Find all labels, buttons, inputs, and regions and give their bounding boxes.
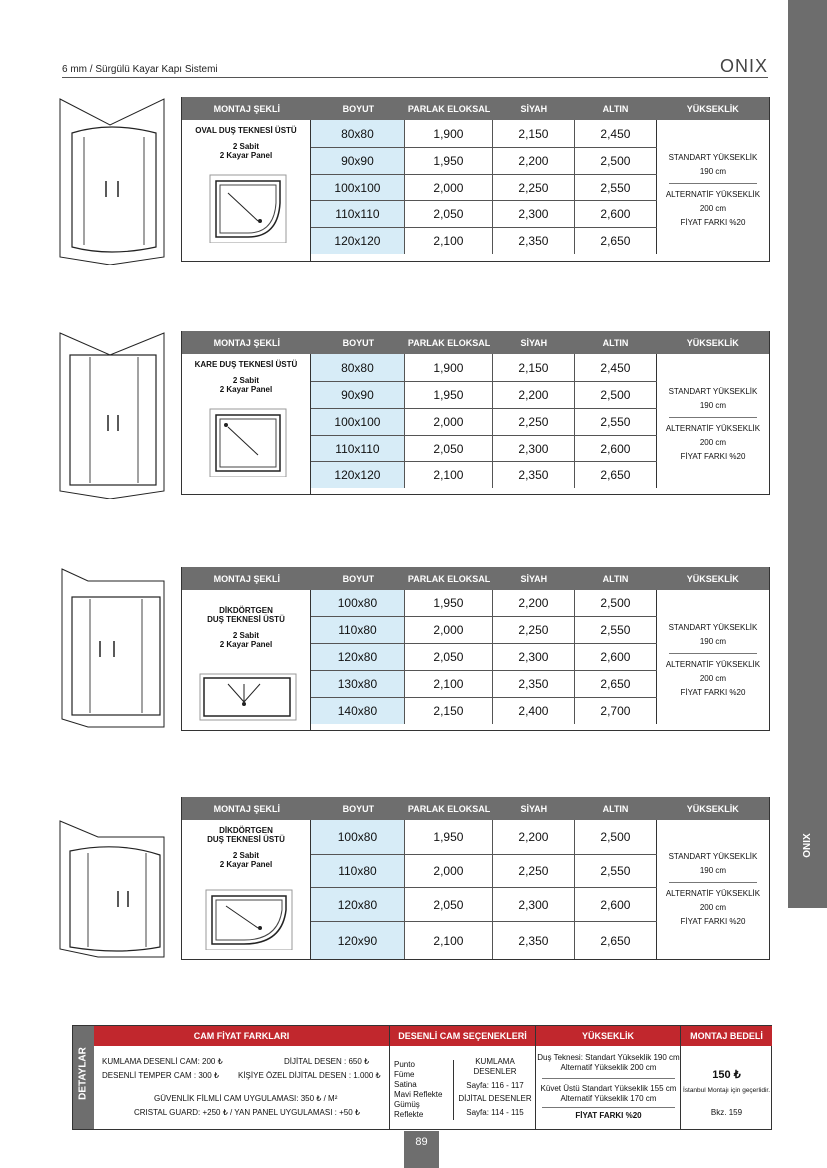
price-table: [181, 97, 770, 262]
price-parlak: 2,050: [405, 201, 493, 227]
standard-height-value: 190 cm: [699, 866, 727, 875]
price-siyah: 2,200: [493, 590, 575, 616]
divider: [669, 183, 757, 184]
pattern-item: Füme: [394, 1070, 415, 1079]
page-number: 89: [404, 1131, 439, 1168]
size-cell: 120x80: [311, 888, 405, 921]
price-siyah: 2,200: [493, 820, 575, 854]
price-altin: 2,600: [575, 436, 657, 461]
price-parlak: 2,150: [405, 698, 493, 724]
col-montaj: MONTAJ ŞEKLİ: [213, 573, 280, 584]
price-parlak: 1,900: [405, 120, 493, 147]
height-cell: [657, 820, 769, 959]
height-line: Küvet Üstü Standart Yükseklik 155 cm: [540, 1084, 677, 1093]
size-cell: 100x100: [311, 175, 405, 200]
side-tab: [788, 0, 827, 908]
col-montaj: MONTAJ ŞEKLİ: [213, 103, 280, 114]
oval-cabin-drawing: [58, 97, 166, 265]
size-cell: 80x80: [311, 120, 405, 147]
rectangle-cabin-drawing: [58, 567, 166, 735]
pattern-item: Gümüş Reflekte: [394, 1100, 424, 1119]
price-altin: 2,650: [575, 671, 657, 697]
price-altin: 2,450: [575, 354, 657, 381]
height-title: YÜKSEKLİK: [536, 1026, 680, 1046]
col-altin: ALTIN: [602, 337, 629, 348]
pattern-item: Satina: [394, 1080, 417, 1089]
price-diff: FİYAT FARKI %20: [680, 451, 746, 461]
price-altin: 2,550: [575, 617, 657, 643]
price-parlak: 1,950: [405, 820, 493, 854]
pattern-title: DESENLİ CAM SEÇENEKLERİ: [390, 1026, 535, 1046]
col-altin: ALTIN: [602, 573, 629, 584]
price-parlak: 2,000: [405, 175, 493, 200]
panel-info: 2 Sabit 2 Kayar Panel: [219, 631, 273, 649]
kumlama-price: KUMLAMA DESENLİ CAM: 200 ₺: [102, 1057, 223, 1066]
standard-height-label: STANDART YÜKSEKLİK: [668, 622, 758, 632]
panel-info: 2 Sabit 2 Kayar Panel: [219, 142, 273, 160]
price-altin: 2,500: [575, 820, 657, 854]
square-tray-plan: [208, 407, 288, 477]
col-montaj: MONTAJ ŞEKLİ: [213, 337, 280, 348]
digital-patterns-pages: Sayfa: 114 - 115: [466, 1108, 524, 1117]
alternative-height-value: 200 cm: [699, 437, 727, 447]
size-cell: 120x120: [311, 462, 405, 488]
alternative-height-value: 200 cm: [699, 903, 727, 912]
price-siyah: 2,300: [493, 644, 575, 670]
col-yukseklik: YÜKSEKLİK: [686, 573, 739, 584]
price-parlak: 1,950: [405, 590, 493, 616]
safety-film-price: GÜVENLİK FİLMLİ CAM UYGULAMASI: 350 ₺ / M²: [154, 1094, 338, 1103]
alternative-height-label: ALTERNATİF YÜKSEKLİK: [665, 889, 761, 898]
standard-height-value: 190 cm: [699, 636, 727, 646]
height-line: Duş Teknesi: Standart Yükseklik 190 cm: [537, 1053, 680, 1062]
tray-type: OVAL DUŞ TEKNESİ ÜSTÜ: [195, 126, 297, 135]
details-label-bar: [73, 1026, 94, 1129]
price-altin: 2,500: [575, 382, 657, 408]
price-siyah: 2,250: [493, 855, 575, 887]
price-siyah: 2,250: [493, 409, 575, 435]
price-siyah: 2,200: [493, 148, 575, 174]
standard-height-value: 190 cm: [699, 400, 727, 410]
size-cell: 110x110: [311, 436, 405, 461]
col-boyut: BOYUT: [342, 337, 375, 348]
pattern-list: [394, 1060, 454, 1120]
price-table: [181, 797, 770, 960]
col-yukseklik: YÜKSEKLİK: [686, 103, 739, 114]
installation-note: İstanbul Montajı için geçerlidir.: [682, 1087, 771, 1094]
col-siyah: SİYAH: [520, 337, 548, 348]
price-siyah: 2,300: [493, 201, 575, 227]
col-boyut: BOYUT: [342, 103, 375, 114]
kumlama-patterns: [456, 1057, 534, 1091]
price-altin: 2,550: [575, 855, 657, 887]
square-cabin-drawing: [58, 331, 166, 499]
price-parlak: 1,950: [405, 382, 493, 408]
col-parlak: PARLAK ELOKSAL: [407, 803, 491, 814]
header-left-title: 6 mm / Sürgülü Kayar Kapı Sistemi: [62, 64, 218, 75]
price-siyah: 2,350: [493, 462, 575, 488]
details-label: DETAYLAR: [77, 1047, 89, 1100]
size-cell: 110x80: [311, 617, 405, 643]
price-siyah: 2,400: [493, 698, 575, 724]
col-yukseklik: YÜKSEKLİK: [686, 803, 739, 814]
alternative-height-label: ALTERNATİF YÜKSEKLİK: [665, 190, 761, 199]
kumlama-patterns-title: KUMLAMA DESENLER: [473, 1057, 517, 1076]
installation-section: [681, 1026, 772, 1129]
size-cell: 90x90: [311, 382, 405, 408]
price-siyah: 2,150: [493, 120, 575, 147]
pattern-item: Punto: [394, 1060, 415, 1069]
height-line: Alternatif Yükseklik 170 cm: [560, 1094, 657, 1103]
price-altin: 2,550: [575, 175, 657, 200]
price-parlak: 2,100: [405, 671, 493, 697]
glass-price-title: CAM FİYAT FARKLARI: [94, 1026, 389, 1046]
size-cell: 120x90: [311, 922, 405, 959]
table-header: [182, 797, 769, 820]
price-parlak: 2,050: [405, 888, 493, 921]
standard-height-label: STANDART YÜKSEKLİK: [668, 153, 758, 162]
alternative-height-value: 200 cm: [699, 204, 727, 213]
price-altin: 2,500: [575, 148, 657, 174]
col-boyut: BOYUT: [342, 573, 375, 584]
standard-height-label: STANDART YÜKSEKLİK: [668, 852, 758, 861]
digital-patterns-title: DİJİTAL DESENLER: [458, 1094, 532, 1103]
price-parlak: 2,100: [405, 228, 493, 254]
montaj-cell: [182, 820, 311, 959]
oval-tray-plan: [208, 173, 288, 243]
custom-digital-price: KİŞİYE ÖZEL DİJİTAL DESEN : 1.000 ₺: [238, 1071, 381, 1080]
price-parlak: 2,050: [405, 644, 493, 670]
temper-price: DESENLİ TEMPER CAM : 300 ₺: [102, 1071, 219, 1080]
panel-info: 2 Sabit 2 Kayar Panel: [219, 376, 273, 394]
price-parlak: 1,900: [405, 354, 493, 381]
installation-price: 150 ₺: [712, 1069, 741, 1081]
panel-info: 2 Sabit 2 Kayar Panel: [219, 851, 273, 869]
table-header: [182, 331, 769, 354]
price-parlak: 2,050: [405, 436, 493, 461]
rectangle-tray-plan: [198, 672, 298, 722]
tray-type: KARE DUŞ TEKNESİ ÜSTÜ: [194, 360, 298, 369]
col-boyut: BOYUT: [342, 803, 375, 814]
price-diff: FİYAT FARKI %20: [680, 218, 746, 227]
col-altin: ALTIN: [602, 803, 629, 814]
price-altin: 2,550: [575, 409, 657, 435]
quadrant-cabin-drawing: [58, 797, 166, 965]
col-parlak: PARLAK ELOKSAL: [407, 573, 491, 584]
price-siyah: 2,350: [493, 228, 575, 254]
size-cell: 130x80: [311, 671, 405, 697]
divider: [669, 417, 757, 418]
tray-type: DİKDÖRTGEN DUŞ TEKNESİ ÜSTÜ: [207, 606, 285, 624]
height-cell: [657, 354, 769, 494]
alternative-height-value: 200 cm: [699, 673, 727, 683]
height-line: Alternatif Yükseklik 200 cm: [560, 1063, 657, 1072]
size-cell: 110x80: [311, 855, 405, 887]
size-cell: 100x80: [311, 590, 405, 616]
col-parlak: PARLAK ELOKSAL: [407, 103, 491, 114]
table-header: [182, 97, 769, 120]
dijital-price: DİJİTAL DESEN : 650 ₺: [284, 1057, 370, 1066]
price-parlak: 2,100: [405, 922, 493, 959]
quadrant-tray-plan: [204, 888, 294, 950]
height-section: [536, 1026, 681, 1129]
glass-price-section: [94, 1026, 390, 1129]
alternative-height-label: ALTERNATİF YÜKSEKLİK: [665, 423, 761, 433]
price-siyah: 2,250: [493, 175, 575, 200]
price-altin: 2,650: [575, 922, 657, 959]
height-cell: [657, 590, 769, 730]
side-tab-label: ONIX: [802, 833, 813, 858]
cristal-guard-price: CRISTAL GUARD: +250 ₺ / YAN PANEL UYGULAMASI : +50 ₺: [134, 1108, 360, 1117]
divider: [542, 1107, 675, 1108]
divider: [669, 882, 757, 883]
header-right-title: ONIX: [720, 56, 769, 76]
price-diff: FİYAT FARKI %20: [680, 917, 746, 926]
details-panel: [72, 1025, 772, 1130]
price-table: [181, 331, 770, 495]
price-altin: 2,600: [575, 888, 657, 921]
pattern-item: Mavi Reflekte: [394, 1090, 443, 1099]
height-cell: [657, 120, 769, 261]
size-cell: 120x120: [311, 228, 405, 254]
pattern-section: [390, 1026, 536, 1129]
price-diff: FİYAT FARKI %20: [680, 687, 746, 697]
header-rule: [62, 77, 768, 78]
price-siyah: 2,350: [493, 922, 575, 959]
standard-height-value: 190 cm: [699, 167, 727, 176]
kumlama-patterns-pages: Sayfa: 116 - 117: [466, 1081, 524, 1090]
price-altin: 2,600: [575, 644, 657, 670]
installation-ref: Bkz. 159: [710, 1108, 743, 1117]
alternative-height-label: ALTERNATİF YÜKSEKLİK: [665, 659, 761, 669]
price-siyah: 2,350: [493, 671, 575, 697]
price-altin: 2,700: [575, 698, 657, 724]
price-parlak: 2,100: [405, 462, 493, 488]
height-lines: [536, 1053, 681, 1121]
price-altin: 2,650: [575, 462, 657, 488]
col-montaj: MONTAJ ŞEKLİ: [213, 803, 280, 814]
price-siyah: 2,300: [493, 436, 575, 461]
table-header: [182, 567, 769, 590]
col-altin: ALTIN: [602, 103, 629, 114]
col-parlak: PARLAK ELOKSAL: [407, 337, 491, 348]
height-price-diff: FİYAT FARKI %20: [575, 1111, 642, 1120]
standard-height-label: STANDART YÜKSEKLİK: [668, 386, 758, 396]
size-cell: 90x90: [311, 148, 405, 174]
size-cell: 100x80: [311, 820, 405, 854]
col-siyah: SİYAH: [520, 103, 548, 114]
price-altin: 2,650: [575, 228, 657, 254]
size-cell: 140x80: [311, 698, 405, 724]
size-cell: 120x80: [311, 644, 405, 670]
montaj-cell: [182, 354, 311, 494]
installation-title: MONTAJ BEDELİ: [681, 1026, 772, 1046]
size-cell: 110x110: [311, 201, 405, 227]
price-altin: 2,600: [575, 201, 657, 227]
price-parlak: 1,950: [405, 148, 493, 174]
divider: [542, 1078, 675, 1079]
price-parlak: 2,000: [405, 617, 493, 643]
price-altin: 2,500: [575, 590, 657, 616]
tray-type: DİKDÖRTGEN DUŞ TEKNESİ ÜSTÜ: [207, 826, 285, 844]
size-cell: 100x100: [311, 409, 405, 435]
col-yukseklik: YÜKSEKLİK: [686, 337, 739, 348]
price-siyah: 2,200: [493, 382, 575, 408]
price-parlak: 2,000: [405, 855, 493, 887]
price-siyah: 2,300: [493, 888, 575, 921]
col-siyah: SİYAH: [520, 803, 548, 814]
digital-patterns: [456, 1094, 534, 1118]
size-cell: 80x80: [311, 354, 405, 381]
price-altin: 2,450: [575, 120, 657, 147]
divider: [669, 653, 757, 654]
montaj-cell: [182, 120, 311, 261]
price-siyah: 2,250: [493, 617, 575, 643]
montaj-cell: [182, 590, 311, 730]
price-parlak: 2,000: [405, 409, 493, 435]
col-siyah: SİYAH: [520, 573, 548, 584]
price-table: [181, 567, 770, 731]
price-siyah: 2,150: [493, 354, 575, 381]
